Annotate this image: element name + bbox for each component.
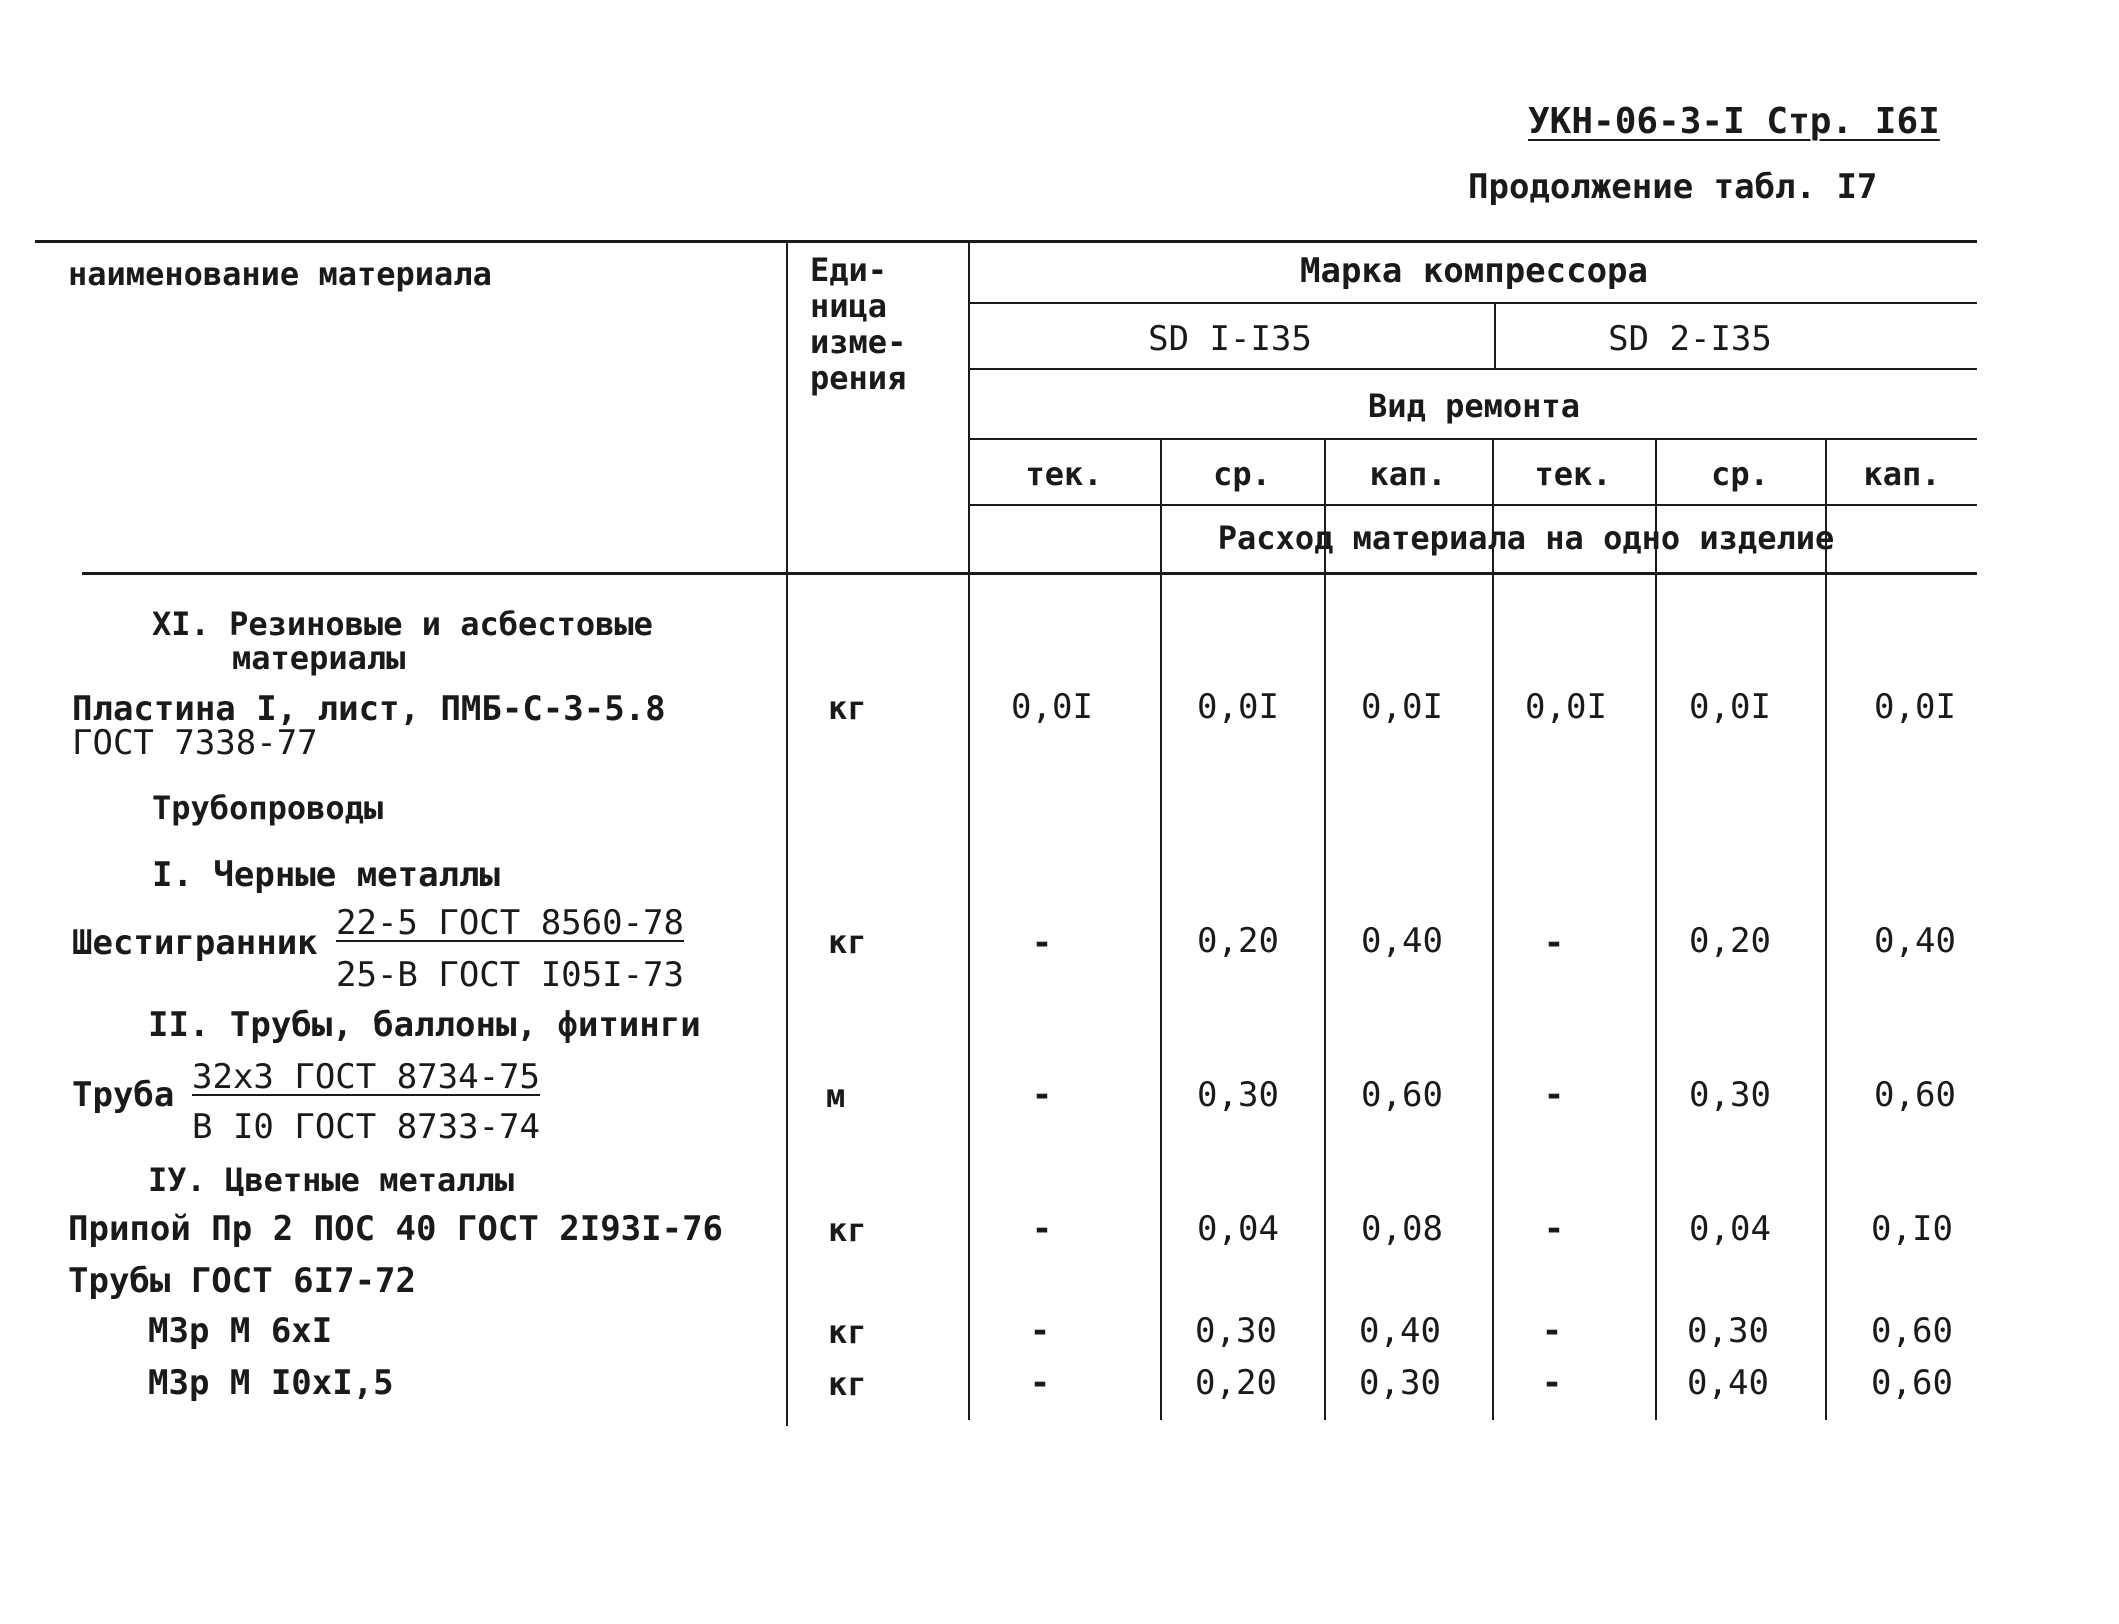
material-name: Пластина I, лист, ПМБ-С-3-5.8 xyxy=(72,689,666,729)
value-cell: 0,I0 xyxy=(1871,1209,1953,1249)
value-cell: - xyxy=(1541,1363,1563,1403)
value-cell: 0,30 xyxy=(1195,1311,1277,1351)
page-reference: УКН-06-3-I Стр. I6I xyxy=(1528,101,1940,142)
header-model: SD 2-I35 xyxy=(1608,319,1772,359)
material-name: Труба xyxy=(72,1075,175,1115)
header-repair-kind: ср. xyxy=(1213,455,1271,493)
header-repair-kind: кап. xyxy=(1369,455,1447,493)
column-divider-4 xyxy=(1655,438,1657,1420)
material-name: Припой Пр 2 ПОС 40 ГОСТ 2I93I-76 xyxy=(68,1209,724,1249)
unit-cell: кг xyxy=(828,1211,867,1249)
table-top-rule xyxy=(35,240,1977,243)
model-rule xyxy=(968,368,1977,370)
material-spec-numerator: 32х3 ГОСТ 8734-75 xyxy=(192,1057,540,1097)
value-cell: 0,60 xyxy=(1871,1311,1953,1351)
section-heading: I. Черные металлы xyxy=(152,855,500,895)
section-heading: Трубопроводы xyxy=(152,789,384,827)
value-cell: 0,04 xyxy=(1197,1209,1279,1249)
header-repair-kind: тек. xyxy=(1025,455,1103,493)
value-cell: - xyxy=(1029,1363,1051,1403)
header-unit-line: Еди- xyxy=(810,251,888,289)
value-cell: 0,60 xyxy=(1871,1363,1953,1403)
value-cell: 0,20 xyxy=(1689,921,1771,961)
section-heading: XI. Резиновые и асбестовые xyxy=(152,605,653,643)
section-heading: материалы xyxy=(232,639,406,677)
value-cell: - xyxy=(1029,1311,1051,1351)
unit-cell: кг xyxy=(828,689,867,727)
header-consumption: Расход материала на одно изделие xyxy=(1217,519,1835,557)
value-cell: 0,0I xyxy=(1525,687,1607,727)
header-material-name: наименование материала xyxy=(68,255,492,293)
material-name: М3р М 6хI xyxy=(148,1311,333,1351)
header-unit-line: изме- xyxy=(810,323,907,361)
value-cell: 0,0I xyxy=(1874,687,1956,727)
value-cell: - xyxy=(1543,1075,1565,1115)
table-header-bottom-rule xyxy=(82,572,1977,575)
value-cell: 0,30 xyxy=(1359,1363,1441,1403)
unit-cell: кг xyxy=(828,1313,867,1351)
brand-rule xyxy=(968,302,1977,304)
header-repair-kind: тек. xyxy=(1534,455,1612,493)
value-cell: 0,0I xyxy=(1689,687,1771,727)
header-compressor-brand: Марка компрессора xyxy=(1300,251,1648,291)
header-unit-line: ница xyxy=(810,287,888,325)
material-spec-numerator: 22-5 ГОСТ 8560-78 xyxy=(336,903,684,943)
section-heading: IУ. Цветные металлы xyxy=(148,1161,515,1199)
value-cell: - xyxy=(1541,1311,1563,1351)
value-cell: - xyxy=(1031,1209,1053,1249)
value-cell: 0,60 xyxy=(1361,1075,1443,1115)
section-heading: II. Трубы, баллоны, фитинги xyxy=(148,1005,701,1045)
table-caption: Продолжение табл. I7 xyxy=(1468,167,1878,207)
value-cell: 0,40 xyxy=(1874,921,1956,961)
material-spec-denominator: 25-В ГОСТ I05I-73 xyxy=(336,955,684,995)
value-cell: - xyxy=(1031,1075,1053,1115)
column-divider-unit xyxy=(968,240,970,1420)
value-cell: 0,04 xyxy=(1689,1209,1771,1249)
value-cell: - xyxy=(1543,1209,1565,1249)
value-cell: 0,40 xyxy=(1361,921,1443,961)
material-name: Шестигранник xyxy=(72,923,318,963)
value-cell: 0,30 xyxy=(1689,1075,1771,1115)
value-cell: - xyxy=(1543,923,1565,963)
model-divider xyxy=(1494,302,1496,368)
value-cell: 0,30 xyxy=(1197,1075,1279,1115)
unit-cell: кг xyxy=(828,923,867,961)
value-cell: 0,0I xyxy=(1361,687,1443,727)
material-standard: ГОСТ 7338-77 xyxy=(72,723,318,763)
value-cell: 0,60 xyxy=(1874,1075,1956,1115)
header-unit-line: рения xyxy=(810,359,907,397)
column-divider-5 xyxy=(1825,438,1827,1420)
column-divider-2 xyxy=(1324,438,1326,1420)
column-divider-3 xyxy=(1492,438,1494,1420)
header-repair-type: Вид ремонта xyxy=(1368,387,1580,425)
value-cell: 0,08 xyxy=(1361,1209,1443,1249)
section-heading: Трубы ГОСТ 6I7-72 xyxy=(68,1261,416,1301)
value-cell: 0,40 xyxy=(1687,1363,1769,1403)
column-divider-name xyxy=(786,240,788,1426)
value-cell: 0,20 xyxy=(1197,921,1279,961)
material-name: М3р М I0хI,5 xyxy=(148,1363,394,1403)
value-cell: 0,0I xyxy=(1011,687,1093,727)
header-repair-kind: кап. xyxy=(1863,455,1941,493)
value-cell: - xyxy=(1031,923,1053,963)
value-cell: 0,40 xyxy=(1359,1311,1441,1351)
value-cell: 0,20 xyxy=(1195,1363,1277,1403)
value-cell: 0,30 xyxy=(1687,1311,1769,1351)
header-repair-kind: ср. xyxy=(1711,455,1769,493)
value-cell: 0,0I xyxy=(1197,687,1279,727)
unit-cell: м xyxy=(826,1077,846,1115)
header-model: SD I-I35 xyxy=(1148,319,1312,359)
unit-cell: кг xyxy=(828,1365,867,1403)
material-spec-denominator: В I0 ГОСТ 8733-74 xyxy=(192,1107,540,1147)
column-divider-1 xyxy=(1160,438,1162,1420)
